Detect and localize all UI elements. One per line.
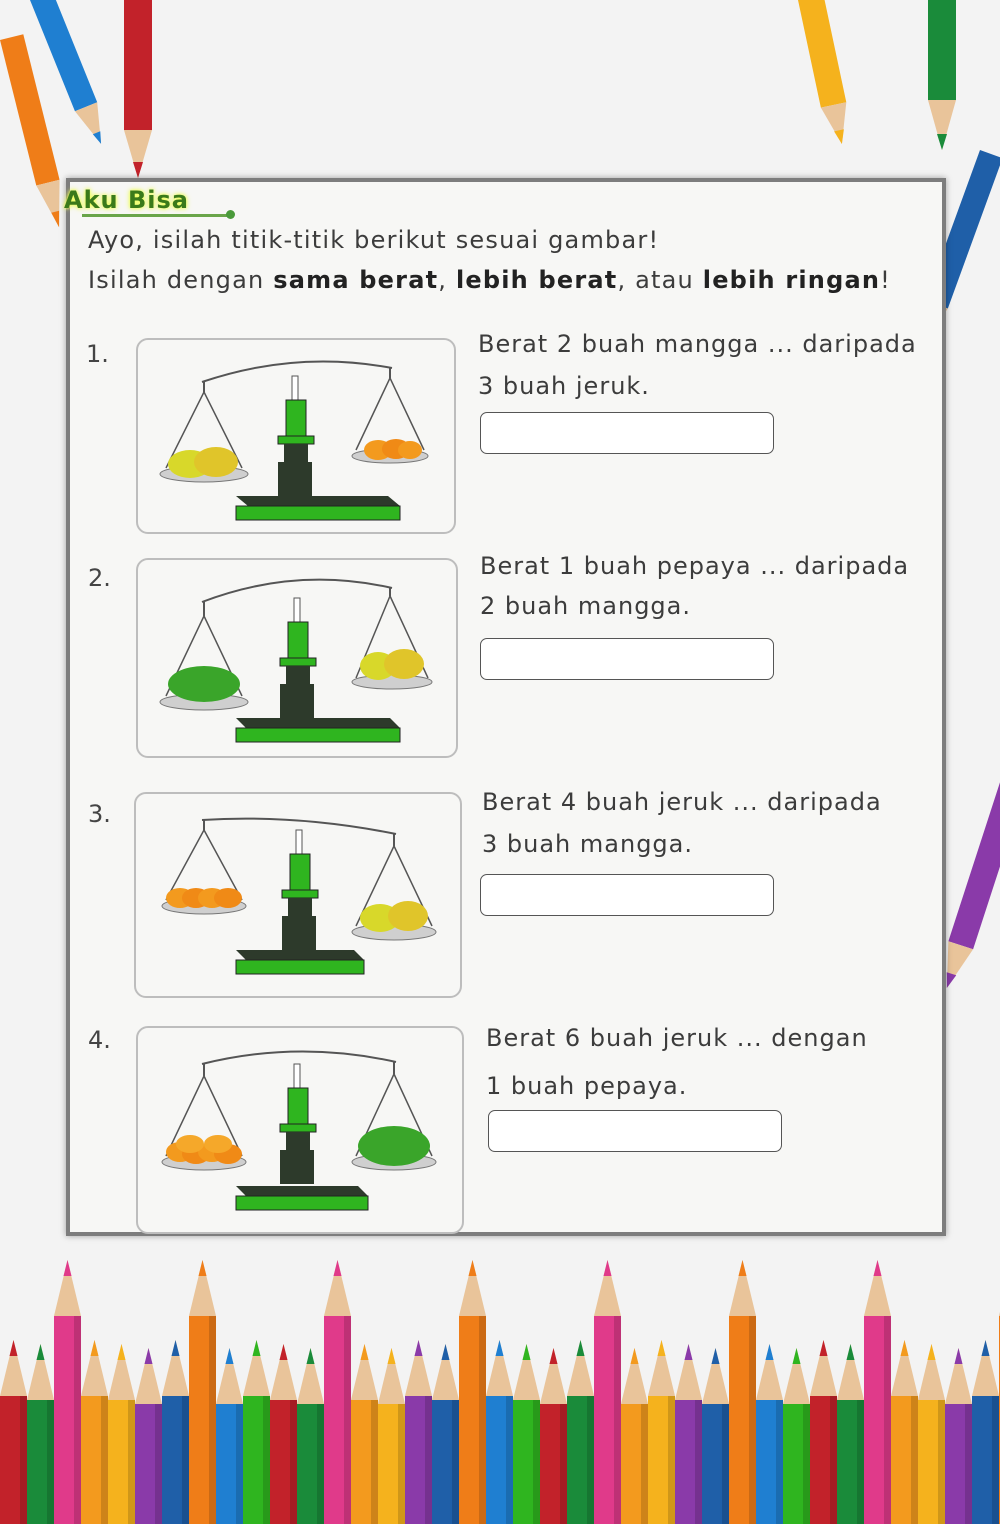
balance-scale-picture <box>138 340 454 532</box>
question-text-line2: 3 buah mangga. <box>482 830 693 858</box>
instruction-line-2: Isilah dengan sama berat, lebih berat, atau lebih ringan! <box>88 266 891 294</box>
question-text-line1: Berat 2 buah mangga ... daripada <box>478 330 917 358</box>
question-text-line1: Berat 1 buah pepaya ... daripada <box>480 552 910 580</box>
option-same: sama berat <box>273 266 439 294</box>
question-text-line2: 2 buah mangga. <box>480 592 691 620</box>
balance-scale-picture <box>138 560 456 756</box>
section-heading: Aku Bisa <box>64 186 189 214</box>
balance-scale-picture <box>138 1028 462 1232</box>
heading-underline <box>82 214 232 217</box>
scale-illustration-1 <box>136 338 456 534</box>
question-number: 4. <box>88 1026 111 1054</box>
question-number: 2. <box>88 564 111 592</box>
bottom-pencils-decoration <box>0 1260 1000 1524</box>
question-text-line1: Berat 6 buah jeruk ... dengan <box>486 1024 868 1052</box>
heading-dot <box>226 210 235 219</box>
option-heavier: lebih berat <box>455 266 618 294</box>
question-number: 1. <box>86 340 109 368</box>
scale-illustration-3 <box>134 792 462 998</box>
answer-input-3[interactable] <box>480 874 774 916</box>
answer-input-1[interactable] <box>480 412 774 454</box>
balance-scale-picture <box>136 794 460 996</box>
instruction-line-1: Ayo, isilah titik-titik berikut sesuai gambar! <box>88 226 660 254</box>
option-lighter: lebih ringan <box>702 266 881 294</box>
question-number: 3. <box>88 800 111 828</box>
question-text-line2: 1 buah pepaya. <box>486 1072 688 1100</box>
scale-illustration-2 <box>136 558 458 758</box>
question-text-line1: Berat 4 buah jeruk ... daripada <box>482 788 882 816</box>
answer-input-2[interactable] <box>480 638 774 680</box>
answer-input-4[interactable] <box>488 1110 782 1152</box>
scale-illustration-4 <box>136 1026 464 1234</box>
question-text-line2: 3 buah jeruk. <box>478 372 650 400</box>
